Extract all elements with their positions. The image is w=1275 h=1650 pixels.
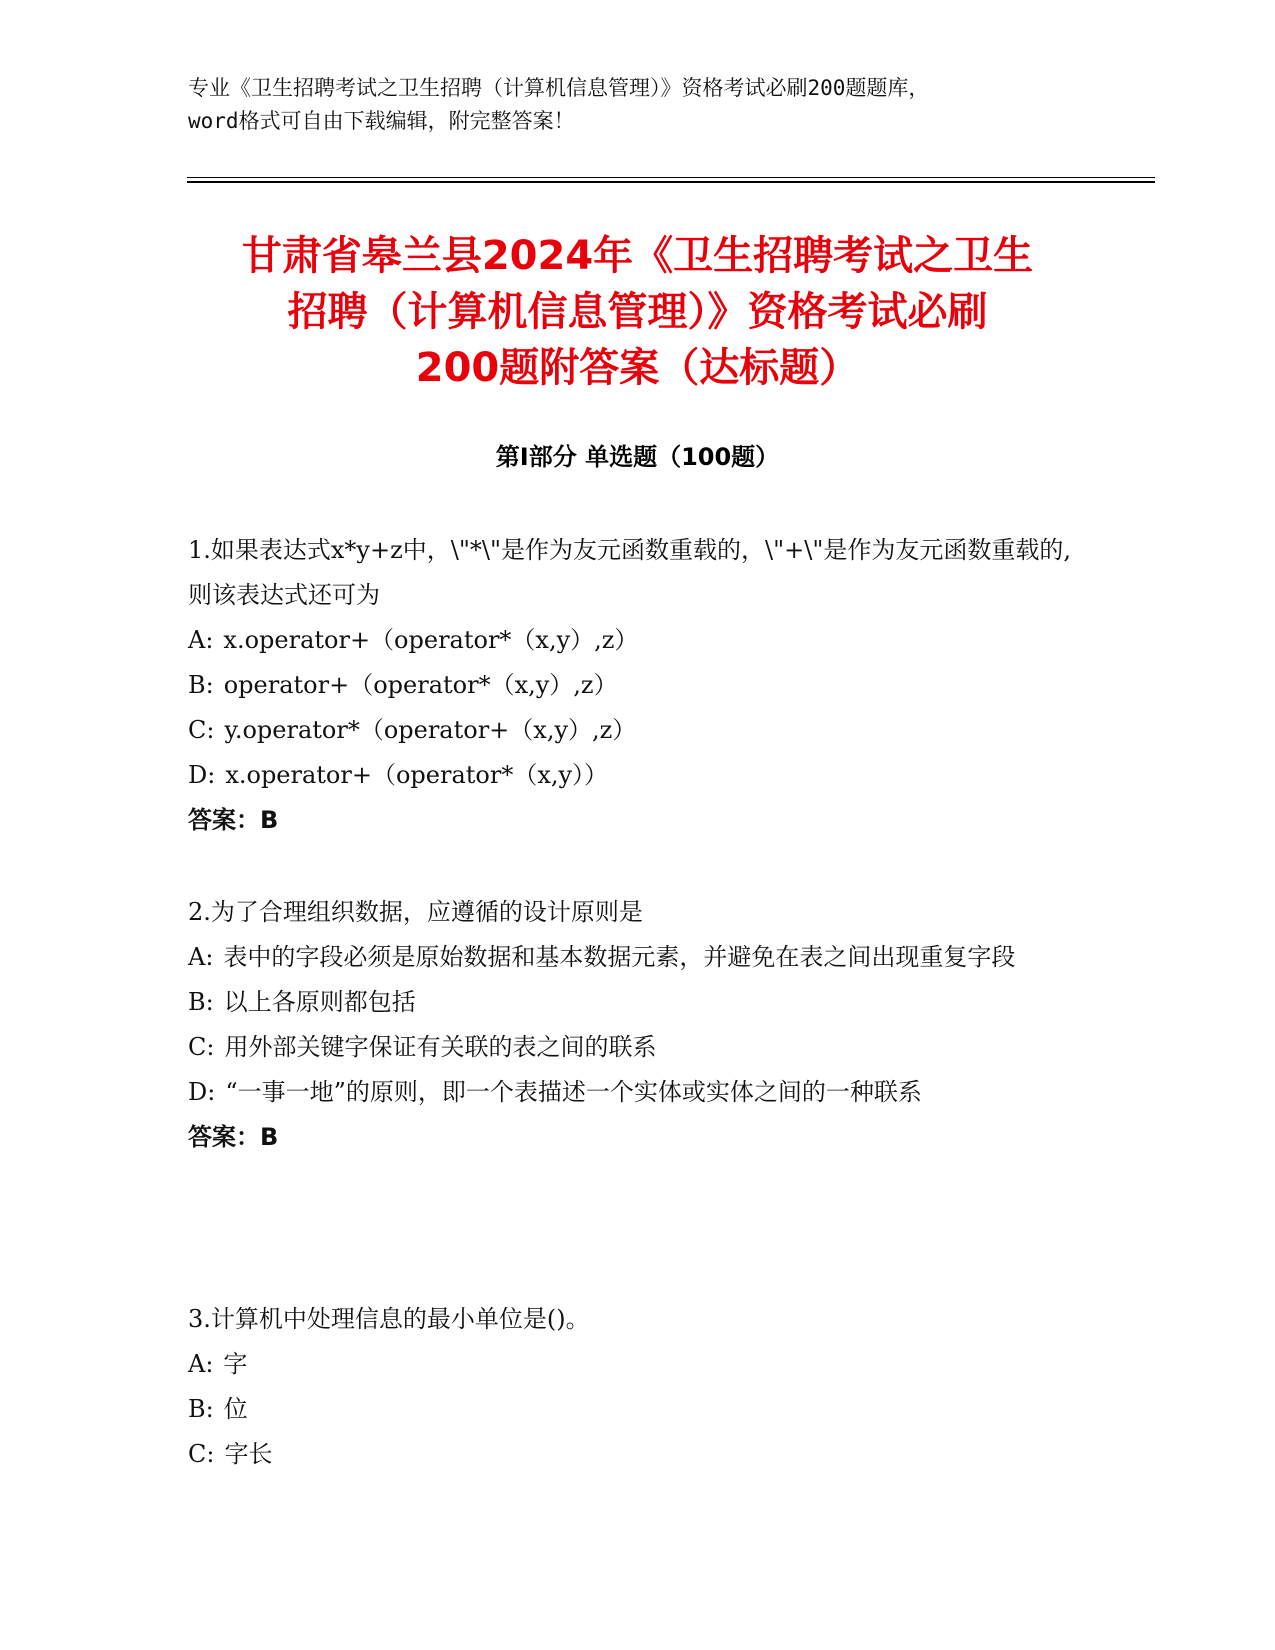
option-letter: A: (188, 943, 214, 971)
option-text: y.operator*（operator+（x,y）,z） (224, 716, 637, 744)
option-letter: D: (188, 1078, 216, 1106)
document-title-line-3: 200题附答案（达标题） (415, 345, 860, 391)
header-divider-thin (187, 177, 1155, 178)
option-letter: B: (188, 988, 214, 1016)
header-note (188, 72, 1088, 138)
option-d (188, 753, 1088, 798)
option-text: 以上各原则都包括 (223, 988, 416, 1016)
question-2 (188, 890, 1088, 1160)
answer-line: 答案：B (188, 806, 279, 834)
option-text: x.operator+（operator*（x,y）,z） (223, 626, 639, 654)
option-b (188, 1387, 1088, 1432)
option-text: 字长 (224, 1440, 273, 1468)
option-letter: C: (188, 1440, 215, 1468)
header-divider-thick (187, 181, 1155, 183)
option-c (188, 1432, 1088, 1477)
document-title-line-1: 甘肃省皋兰县2024年《卫生招聘考试之卫生 (241, 233, 1034, 279)
question-1 (188, 528, 1088, 843)
question-3 (188, 1297, 1088, 1477)
option-text: 字 (223, 1350, 248, 1378)
option-text: operator+（operator*（x,y）,z） (223, 671, 618, 699)
option-letter: D: (188, 761, 216, 789)
option-text: 表中的字段必须是原始数据和基本数据元素，并避免在表之间出现重复字段 (223, 943, 1016, 971)
option-a (188, 935, 1088, 980)
document-title-line-2: 招聘（计算机信息管理）》资格考试必刷 (287, 289, 988, 335)
option-letter: C: (188, 1033, 215, 1061)
option-letter: B: (188, 1395, 214, 1423)
question-stem: 2.为了合理组织数据，应遵循的设计原则是 (188, 898, 643, 926)
option-c (188, 708, 1088, 753)
question-stem: 3.计算机中处理信息的最小单位是()。 (188, 1305, 590, 1333)
header-note-line-1: 专业《卫生招聘考试之卫生招聘（计算机信息管理）》资格考试必刷200题题库， (188, 76, 930, 100)
document-title (180, 228, 1095, 396)
option-b (188, 980, 1088, 1025)
option-letter: C: (188, 716, 215, 744)
option-text: 用外部关键字保证有关联的表之间的联系 (224, 1033, 657, 1061)
option-letter: A: (188, 1350, 214, 1378)
option-letter: A: (188, 626, 214, 654)
option-letter: B: (188, 671, 214, 699)
option-b (188, 663, 1088, 708)
option-a (188, 618, 1088, 663)
option-text: “一事一地”的原则，即一个表描述一个实体或实体之间的一种联系 (225, 1078, 922, 1106)
header-note-line-2: word格式可自由下载编辑，附完整答案！ (188, 109, 575, 133)
option-a (188, 1342, 1088, 1387)
option-c (188, 1025, 1088, 1070)
answer-line: 答案：B (188, 1123, 279, 1151)
option-text: 位 (223, 1395, 248, 1423)
option-d (188, 1070, 1088, 1115)
option-text: x.operator+（operator*（x,y）） (225, 761, 609, 789)
question-stem: 1.如果表达式x*y+z中，\"*\"是作为友元函数重载的，\"+\"是作为友元函数重载的,则该表达式还可为 (188, 536, 1071, 609)
section-heading: 第Ⅰ部分 单选题（100题） (495, 443, 780, 471)
